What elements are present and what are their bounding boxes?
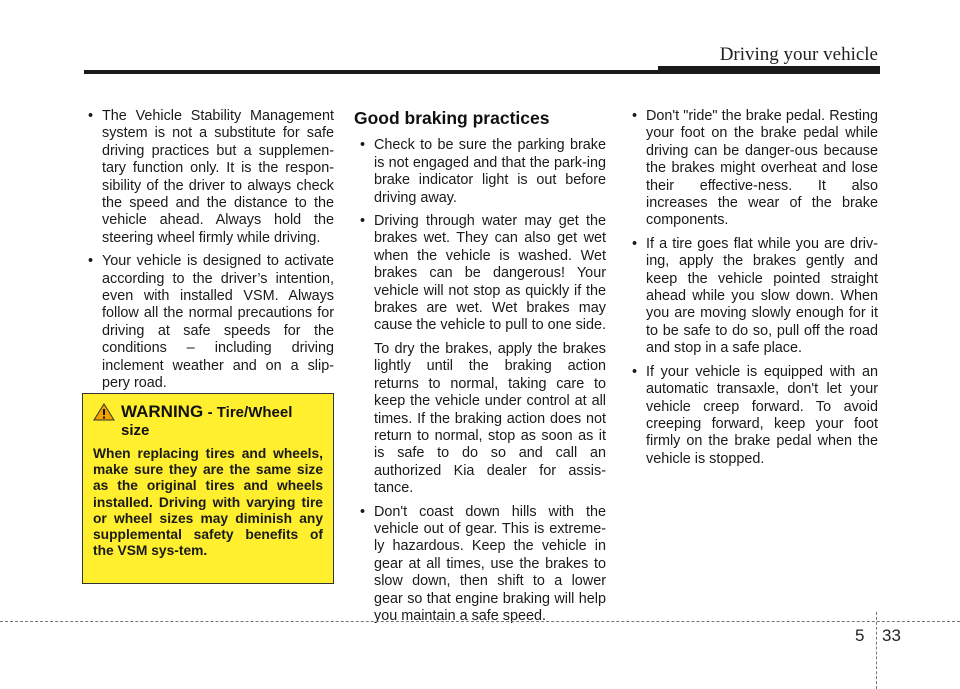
bullet-list bbox=[354, 504, 606, 626]
column-left bbox=[82, 108, 334, 399]
column-middle bbox=[354, 108, 606, 631]
bullet-list bbox=[626, 108, 878, 468]
list-item: • Don't coast down hills with the vehicle out of gear. This is extreme-ly hazardous. Keep the vehicle in gear at all times, use the brakes to slow down, then shift to a lower gear so that engine braking will help you maintain a safe speed. bbox=[354, 504, 606, 626]
warning-triangle-icon bbox=[93, 403, 115, 421]
list-item: • If your vehicle is equipped with an automatic transaxle, don't let your vehicle creep forward. To avoid creeping forward, keep your foot firmly on the brake pedal when the vehicle is stopped. bbox=[626, 364, 878, 468]
warning-title: - Tire/Wheel size bbox=[121, 404, 293, 439]
list-item: • If a tire goes flat while you are driv-ing, apply the brakes gently and keep the vehicle pointed straight ahead while you slow down. When you are moving slowly enough for it to be safe to do so, pull off the road and stop in a safe place. bbox=[626, 236, 878, 358]
header-rule-accent bbox=[658, 66, 880, 73]
paragraph: To dry the brakes, apply the brakes lightly until the braking action returns to normal, taking care to keep the vehicle under control at all times. If the braking action does not return to normal, stop as soon as it is safe to do so and call an authorized Kia dealer for assis-tance. bbox=[374, 340, 606, 497]
warning-label: WARNING bbox=[121, 402, 204, 421]
warning-text: When replacing tires and wheels, make sure they are the same size as the original tires and wheels installed. Driving with varying tire or wheel sizes may diminish any supplemental safety benefits of the VSM sys-tem. bbox=[93, 446, 323, 559]
section-heading: Good braking practices bbox=[354, 108, 550, 128]
list-item: • Check to be sure the parking brake is not engaged and that the park-ing brake indicator light is out before driving away. bbox=[354, 137, 606, 207]
footer-divider bbox=[876, 612, 877, 689]
warning-box bbox=[82, 393, 334, 584]
list-item: • The Vehicle Stability Management system is not a substitute for safe driving practices but a supplemen-tary function only. It is the respon-sibility of the driver to always check the speed and the distance to the vehicle ahead. Always hold the steering wheel firmly while driving. bbox=[82, 108, 334, 247]
warning-header bbox=[93, 402, 323, 440]
column-right bbox=[626, 108, 878, 474]
bullet-list bbox=[82, 108, 334, 393]
list-item: • Your vehicle is designed to activate according to the driver’s intention, even with installed VSM. Always follow all the normal precautions for driving at safe speeds for the conditions – including driving inclement weather and on a slip-pery road. bbox=[82, 253, 334, 392]
list-item-text: Driving through water may get the brakes wet. They can also get wet when the vehicle is washed. Wet brakes can be dangerous! Your vehicle will not stop as quickly if the brakes are wet. Wet brakes may cause the vehicle to pull to one side. bbox=[374, 213, 606, 334]
bullet-list bbox=[354, 137, 606, 334]
page-number: 33 bbox=[882, 626, 901, 645]
list-item: • Don't "ride" the brake pedal. Resting your foot on the brake pedal while driving can be danger-ous because the brakes might overheat and lose their effective-ness. It also increases the wear of the brake components. bbox=[626, 108, 878, 230]
chapter-number: 5 bbox=[855, 626, 865, 645]
section-title: Driving your vehicle bbox=[719, 44, 878, 65]
list-item bbox=[354, 213, 606, 335]
footer-rule bbox=[0, 621, 960, 622]
